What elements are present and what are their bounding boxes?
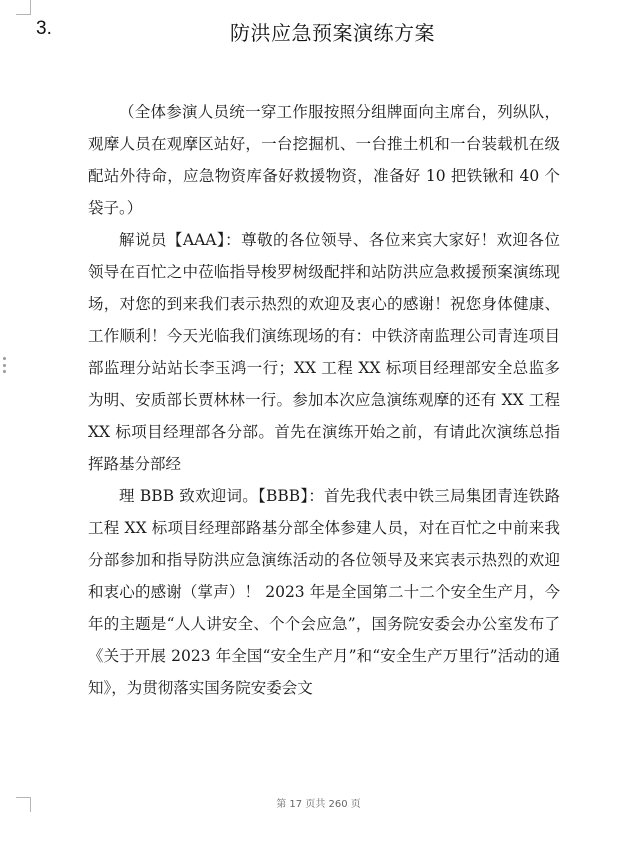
side-drag-handle-icon[interactable] [3,357,7,373]
section-number: 3. [36,18,52,39]
paragraph-narrator-welcome: 解说员【AAA】：尊敬的各位领导、各位来宾大家好！欢迎各位领导在百忙之中莅临指导梭罗树级配拌和站防洪应急救援预案演练现场，对您的到来我们表示热烈的欢迎及衷心的感谢！祝您身体健康、工作顺利！今天光临我们演练现场的有：中铁济南监理公司青连项目部监理分站站长李玉鸿一行；XX 工程 XX 标项目经理部安全总监多为明、安质部长贾林林一行。参加本次应急演练观摩的还有 XX 工程 XX 标项目经理部各分部。首先在演练开始之前，有请此次演练总指挥路基分部经 [88,231,560,473]
page-corner-mark-top [16,0,31,15]
paragraph-commander-speech: 理 BBB 致欢迎词。【BBB】：首先我代表中铁三局集团青连铁路工程 XX 标项目经理部路基分部全体参建人员，对在百忙之中前来我分部参加和指导防洪应急演练活动的各位领导及来宾表示热烈的欢迎和衷心的感谢（掌声）！ 2023 年是全国第二十二个安全生产月，今年的主题是“人人讲安全、个个会应急”，国务院安委会办公室发布了《关于开展 2023 年全国“安全生产月”和“安全生产万里行”活动的通知》，为贯彻落实国务院安委会文 [88,487,560,697]
document-body [88,96,560,704]
document-title: 防洪应急预案演练方案 [230,21,435,45]
paragraph-setup: （全体参演人员统一穿工作服按照分组牌面向主席台，列纵队，观摩人员在观摩区站好，一台挖掘机、一台推土机和一台装载机在级配站外待命，应急物资库备好救援物资，准备好 10 把铁锹和 40 个袋子。） [88,103,560,217]
page-number-footer: 第 17 页共 260 页 [276,799,361,810]
